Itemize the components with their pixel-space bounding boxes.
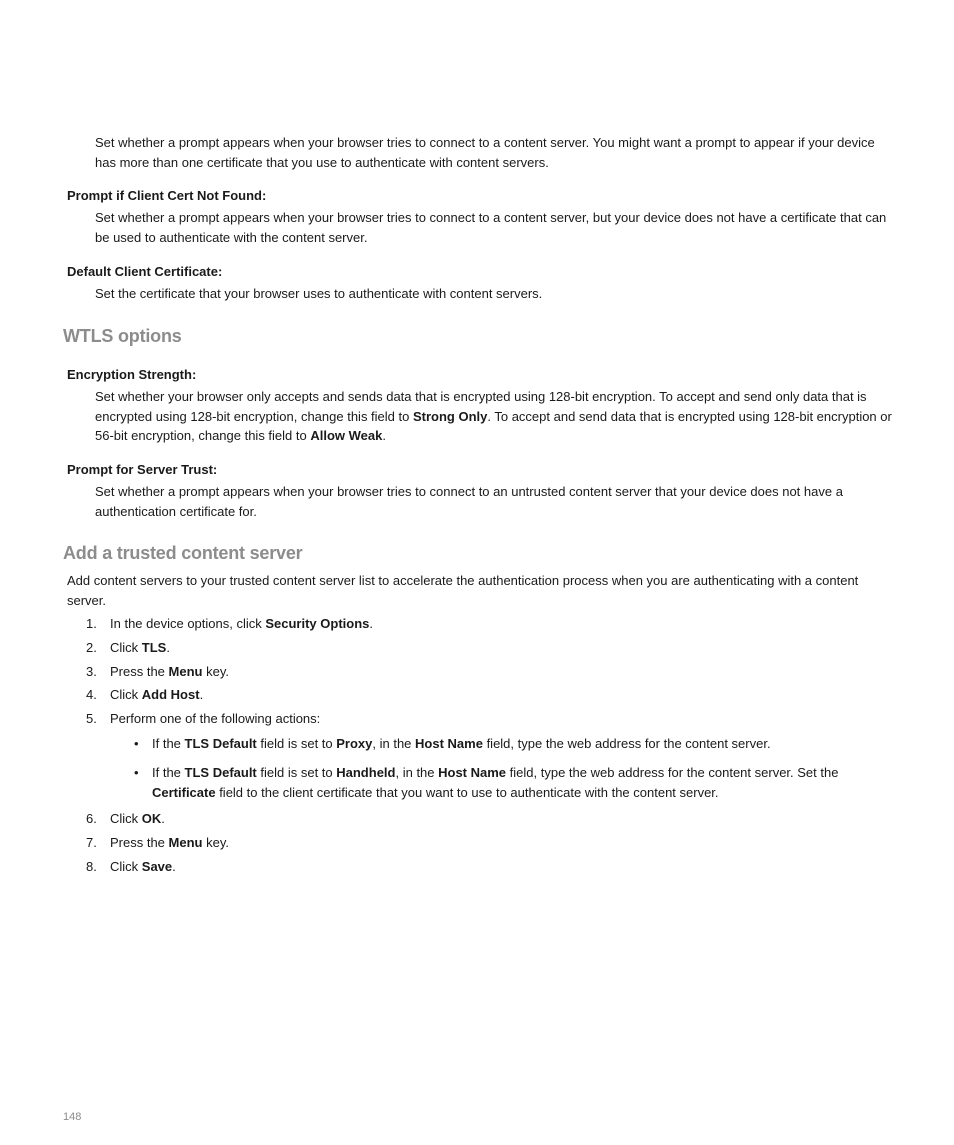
step-6: 6. Click OK. — [86, 811, 165, 826]
step-8: 8. Click Save. — [86, 859, 176, 874]
server-trust-term: Prompt for Server Trust: — [67, 462, 218, 477]
default-cert-term: Default Client Certificate: — [67, 264, 223, 279]
default-cert-description: Set the certificate that your browser uses to authenticate with content servers. — [95, 286, 543, 301]
step-2: 2. Click TLS. — [86, 640, 170, 655]
prompt-not-found-description: Set whether a prompt appears when your browser tries to connect to a content server, but your device does not have a certificate that can be used to authenticate with the content server. — [95, 210, 887, 245]
allow-weak-option: Allow Weak — [310, 428, 383, 443]
prompt-not-found-term: Prompt if Client Cert Not Found: — [67, 188, 267, 203]
server-trust-description: Set whether a prompt appears when your browser tries to connect to an untrusted content server that your device does not have a authentication certificate for. — [95, 484, 843, 519]
client-cert-prompt-description: Set whether a prompt appears when your browser tries to connect to a content server. You might want a prompt to appear if your device has more than one certificate that you use to authenticate with content servers. — [95, 135, 875, 170]
encryption-strength-description: Set whether your browser only accepts and sends data that is encrypted using 128-bit encryption. To accept and send only data that is encrypted using 128-bit encryption, change this field to Strong Only. To accept and send data that is encrypted using 128-bit encryption or 56-bit encryption, change this field to Allow Weak. — [95, 389, 892, 443]
page-number: 148 — [63, 1111, 82, 1123]
step-3: 3. Press the Menu key. — [86, 664, 229, 679]
bullet-proxy: • If the TLS Default field is set to Proxy, in the Host Name field, type the web address for the content server. — [134, 734, 894, 754]
bullet-handheld: • If the TLS Default field is set to Handheld, in the Host Name field, type the web address for the content server. Set the Certificate field to the client certificate that you want to use to authenticate with the content server. — [134, 765, 839, 800]
step-5: 5. Perform one of the following actions: — [86, 711, 321, 726]
encryption-strength-term: Encryption Strength: — [67, 367, 197, 382]
bullet-dot: • — [134, 736, 139, 751]
trusted-server-section-title: Add a trusted content server — [63, 543, 303, 563]
step-1: 1. In the device options, click Security Options. — [86, 616, 374, 631]
strong-only-option: Strong Only — [412, 408, 488, 424]
bullet-dot: • — [134, 765, 139, 780]
step-4: 4. Click Add Host. — [86, 687, 204, 702]
trusted-server-intro: Add content servers to your trusted content server list to accelerate the authentication process when you are authenticating with a content server. — [67, 573, 859, 608]
step-7: 7. Press the Menu key. — [86, 835, 229, 850]
wtls-section-title: WTLS options — [63, 326, 182, 346]
